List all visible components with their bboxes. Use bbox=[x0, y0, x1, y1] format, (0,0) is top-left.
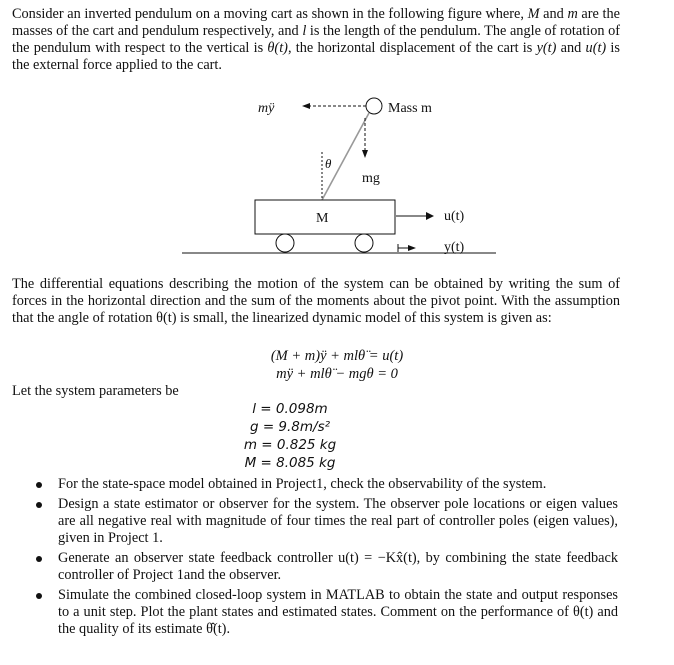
symbol-length: l bbox=[302, 23, 307, 39]
label-y: y(t) bbox=[444, 240, 465, 255]
label-mydd: mÿ bbox=[258, 101, 275, 116]
model-paragraph: The differential equations describing the motion of the system can be obtained by writing the sum of forces in the horizontal direction and the sum of the moments about the pivot point. With the assumption that the angle of rotation θ(t) is small, the linearized dynamic model of this system is given as: bbox=[12, 276, 620, 326]
label-mg: mg bbox=[362, 171, 380, 186]
param-length: l = 0.098m bbox=[252, 401, 328, 417]
cart-wheel-right bbox=[355, 234, 373, 252]
pendulum-diagram bbox=[0, 92, 674, 264]
params-intro: Let the system parameters be bbox=[12, 383, 179, 399]
task-item: Generate an observer state feedback controller u(t) = −Kx̂(t), by combining the state feedback controller of Project 1and the observer. bbox=[34, 550, 618, 584]
param-pendulum-mass: m = 0.825 kg bbox=[243, 437, 337, 453]
intro-text: and bbox=[556, 40, 586, 56]
symbol-cart-mass: M bbox=[527, 6, 540, 22]
symbol-force: u(t) bbox=[585, 40, 607, 56]
pendulum-mass bbox=[366, 98, 382, 114]
inertial-arrow-head bbox=[302, 103, 310, 109]
label-u: u(t) bbox=[444, 209, 465, 224]
symbol-pendulum-mass: m bbox=[567, 6, 578, 22]
param-gravity: g = 9.8m/s² bbox=[249, 419, 331, 435]
pendulum-cart-figure bbox=[0, 92, 674, 264]
intro-text: is the external force applied to the cart. bbox=[12, 40, 620, 73]
symbol-displacement: y(t) bbox=[536, 40, 557, 56]
task-item: Design a state estimator or observer for the system. The observer pole locations or eigen values are all negative real with magnitude of four times the real part of controller poles (eigen values), given in Project 1. bbox=[34, 496, 618, 547]
intro-paragraph bbox=[12, 6, 620, 74]
label-mass: Mass m bbox=[388, 101, 432, 116]
intro-text: Consider an inverted pendulum on a moving cart as shown in the following figure where, bbox=[12, 6, 528, 22]
cart-wheel-left bbox=[276, 234, 294, 252]
label-theta: θ bbox=[325, 156, 332, 171]
symbol-theta: θ(t) bbox=[267, 40, 288, 56]
equation-1: (M + m)ÿ + mlθ̈ = u(t) bbox=[270, 348, 404, 364]
intro-text: are the masses of the cart and pendulum respectively, and bbox=[12, 6, 620, 39]
task-item: Simulate the combined closed-loop system in MATLAB to obtain the state and output responses to a unit step. Plot the plant states and estimated states. Comment on the performance of θ(t) and the quality of its estimate θ̂(t). bbox=[34, 587, 618, 638]
intro-text: and bbox=[539, 6, 568, 22]
task-list bbox=[34, 476, 618, 641]
gravity-arrow-head bbox=[362, 150, 368, 158]
displacement-arrow-head bbox=[408, 245, 416, 251]
param-cart-mass: M = 8.085 kg bbox=[244, 455, 336, 471]
force-arrow-head bbox=[426, 212, 434, 220]
intro-text: is the length of the pendulum. The angle of rotation of the pendulum with respect to the vertical is bbox=[12, 23, 621, 56]
task-item: For the state-space model obtained in Project1, check the observability of the system. bbox=[34, 476, 618, 493]
intro-text: , the horizontal displacement of the cart is bbox=[287, 40, 537, 56]
label-cart: M bbox=[316, 211, 329, 226]
equation-2: mÿ + mlθ̈ − mgθ = 0 bbox=[276, 366, 398, 382]
